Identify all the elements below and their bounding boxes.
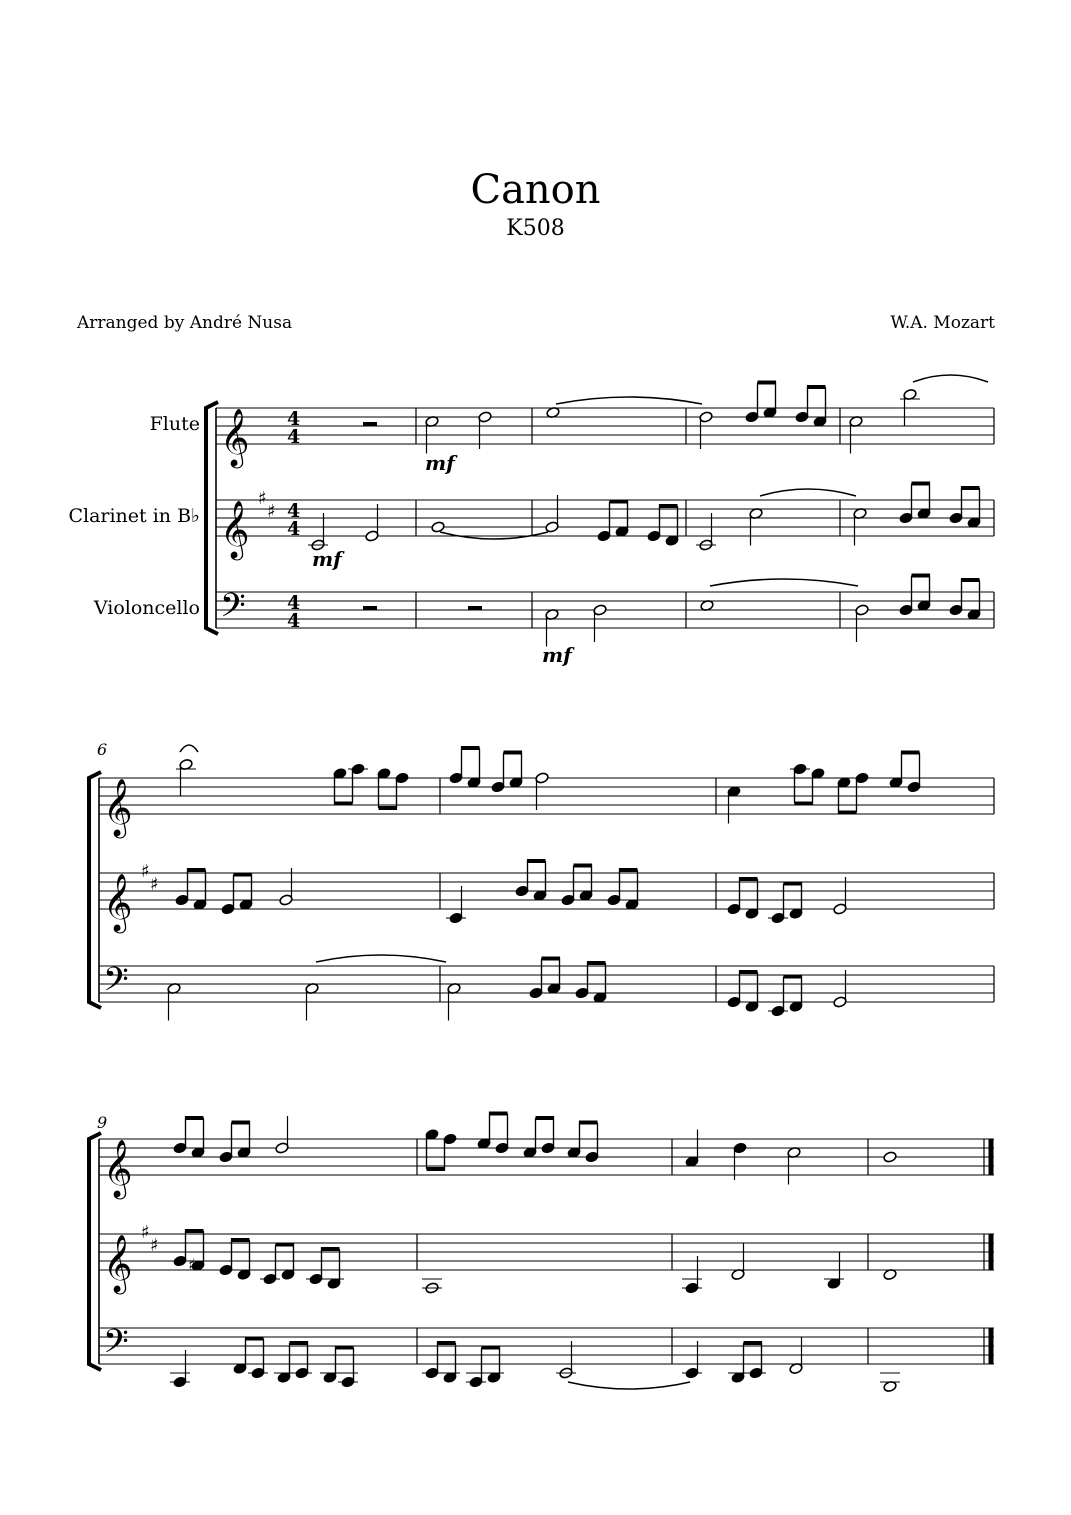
treble-clef-icon: 𝄞: [103, 1234, 133, 1292]
sharp-icon: ♯: [150, 874, 159, 895]
sharp-icon: ♯: [150, 1235, 159, 1256]
tie: [316, 955, 446, 962]
sharp-icon: ♯: [141, 1222, 150, 1243]
measure-number: 9: [97, 1113, 108, 1132]
time-signature-bottom: 4: [287, 610, 301, 632]
instrument-name: Clarinet in B♭: [68, 505, 200, 527]
bass-clef-icon: 𝄢: [103, 961, 129, 1007]
notehead: [431, 521, 445, 533]
treble-clef-icon: 𝄞: [103, 1139, 133, 1197]
tie: [710, 579, 858, 586]
bass-clef-icon: 𝄢: [220, 587, 246, 633]
tie: [556, 397, 702, 404]
time-signature-top: 4: [287, 408, 301, 430]
measure-number: 6: [97, 740, 108, 759]
instrument-name: Flute: [149, 413, 200, 435]
sharp-icon: ♯: [141, 861, 150, 882]
treble-clef-icon: 𝄞: [103, 873, 133, 931]
dynamic-marking: mf: [542, 643, 572, 667]
whole-rest: [363, 606, 377, 610]
notehead: [883, 1151, 897, 1163]
whole-rest: [468, 606, 482, 610]
tie: [760, 489, 856, 496]
treble-clef-icon: 𝄞: [103, 778, 133, 836]
tie: [913, 375, 988, 382]
sharp-icon: ♯: [258, 488, 267, 509]
page-title: Canon: [470, 167, 601, 213]
time-signature-top: 4: [287, 500, 301, 522]
tie: [568, 1382, 690, 1389]
arranger-credit: Arranged by André Nusa: [77, 313, 293, 333]
treble-clef-icon: 𝄞: [220, 408, 250, 466]
tie: [180, 745, 198, 752]
sharp-icon: ♯: [267, 501, 276, 522]
bass-clef-icon: 𝄢: [103, 1323, 129, 1369]
time-signature-bottom: 4: [287, 426, 301, 448]
composer-credit: W.A. Mozart: [890, 313, 995, 333]
page-subtitle: K508: [506, 216, 565, 241]
treble-clef-icon: 𝄞: [220, 500, 250, 558]
time-signature-bottom: 4: [287, 518, 301, 540]
instrument-name: Violoncello: [93, 597, 200, 619]
dynamic-marking: mf: [312, 547, 342, 571]
time-signature-top: 4: [287, 592, 301, 614]
dynamic-marking: mf: [425, 451, 455, 475]
sharp-icon: ♯: [188, 1255, 196, 1274]
whole-rest: [363, 422, 377, 426]
